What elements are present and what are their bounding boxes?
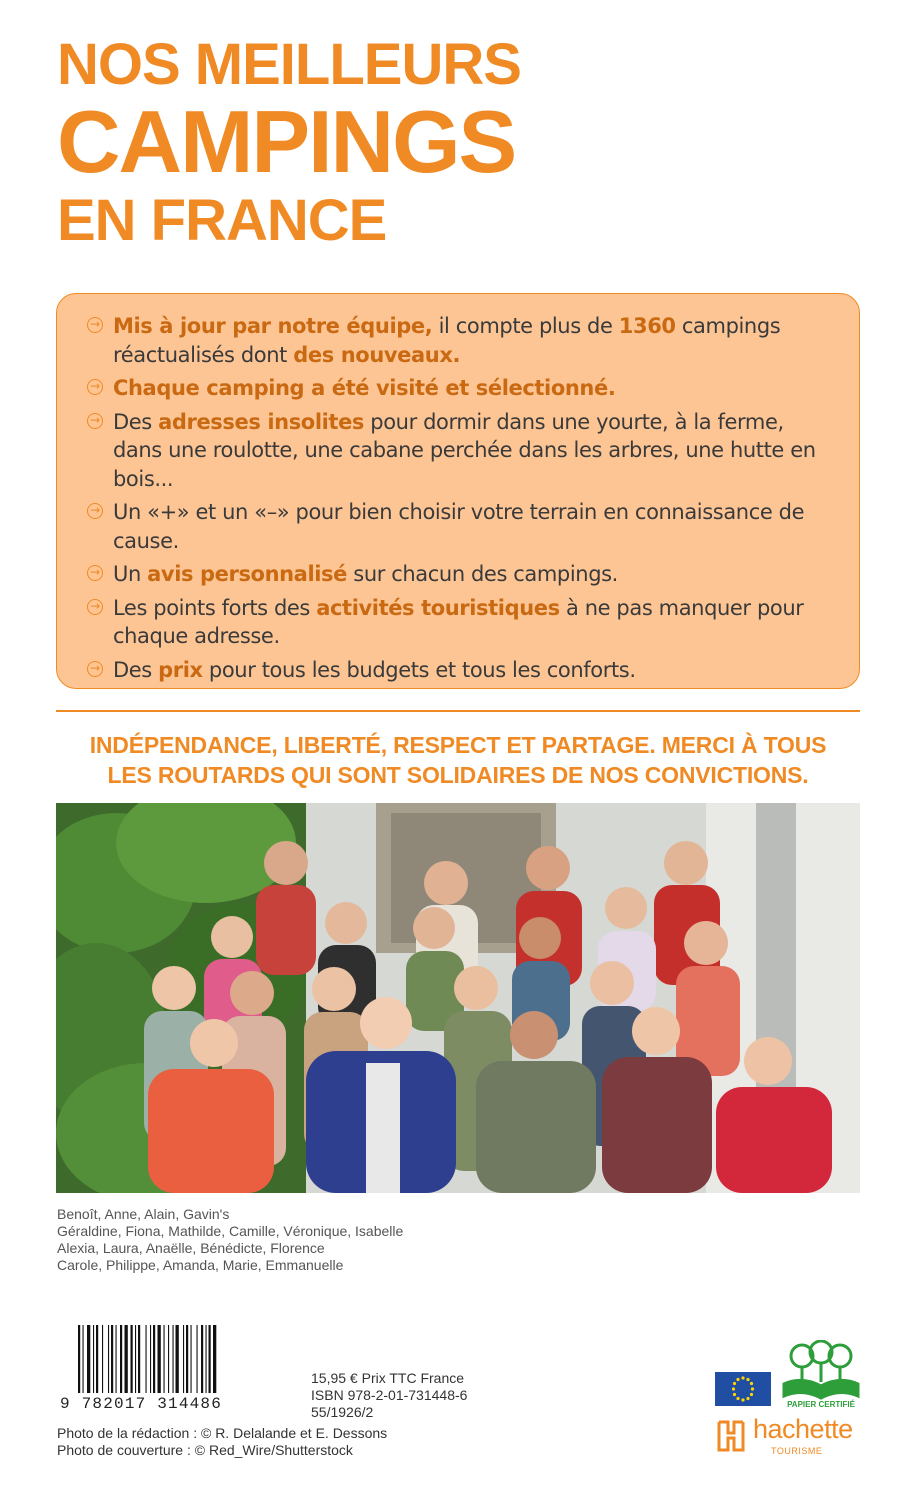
barcode-bar [158,1325,161,1393]
photo-caption [57,1206,403,1274]
barcode-bar [176,1325,179,1393]
price-line: 15,95 € Prix TTC France [311,1370,465,1386]
barcode-bar [183,1325,184,1393]
bullet-text: Les points forts des [113,595,317,620]
barcode-bar [209,1325,211,1393]
publisher-subtitle: TOURISME [771,1446,823,1456]
bullet-text: pour dormir dans une yourte, à la ferme, dans une roulotte, une cabane perchée dans les arbres, une hutte en bois... [113,409,816,491]
features-box [56,293,860,689]
circled-arrow-right-icon: → [87,565,103,581]
circled-arrow-right-icon: → [87,661,103,677]
caption-line: Carole, Philippe, Amanda, Marie, Emmanuelle [57,1257,344,1273]
title-line-1: NOS MEILLEURS [57,32,521,97]
bullet-text: à ne pas manquer pour chaque adresse. [113,595,804,648]
paper-certified-label: PAPIER CERTIFIÉ [787,1400,855,1409]
barcode-bar [78,1325,80,1393]
circled-arrow-right-icon: → [87,599,103,615]
eu-flag-icon [715,1372,771,1406]
bullet-highlight: Mis à jour par notre équipe, [113,314,433,338]
team-photo [56,803,860,1193]
barcode-bar [120,1325,122,1393]
barcode-bar [111,1325,113,1393]
barcode-bar [83,1325,84,1393]
feature-bullet [87,560,829,589]
barcode-digits: 9 782017 314486 [60,1395,223,1413]
barcode-bar [131,1325,133,1393]
bullet-text: Des [113,409,159,434]
feature-bullet [87,594,829,651]
barcode-bar [213,1325,216,1393]
reference-line: 55/1926/2 [311,1404,374,1420]
circled-arrow-right-icon: → [87,317,103,333]
motto-line-1: INDÉPENDANCE, LIBERTÉ, RESPECT ET PARTAGE. MERCI À TOUS [89,732,827,758]
barcode-bar [173,1325,174,1393]
barcode-bar [206,1325,207,1393]
barcode-bar [146,1325,147,1393]
title-line-2: CAMPINGS [57,92,516,191]
motto [56,730,860,790]
book-title [57,32,521,253]
bullet-text: sur chacun des campings. [347,562,618,586]
barcode-bar [150,1325,151,1393]
feature-bullet [87,498,829,555]
barcode-bar [191,1325,192,1393]
publisher-name: hachette [753,1414,853,1444]
barcode-bar [153,1325,155,1393]
photo-credits [57,1425,387,1459]
bullet-highlight: des nouveaux. [293,342,461,367]
barcode-bar [96,1325,98,1393]
bullet-highlight: adresses insolites [158,409,365,434]
bullet-text: Un [113,562,148,586]
feature-bullet [87,408,829,494]
barcode-bar [168,1325,169,1393]
bullet-text: Des [113,657,159,682]
caption-line: Benoît, Anne, Alain, Gavin's [57,1206,230,1222]
barcode-bar [138,1325,140,1393]
barcode-bar [87,1325,90,1393]
bullet-highlight: prix [158,657,203,682]
feature-bullet [87,374,829,403]
credit-line: Photo de la rédaction : © R. Delalande et E. Dessons [57,1425,388,1441]
barcode-bar [186,1325,188,1393]
barcode-bar [102,1325,103,1393]
circled-arrow-right-icon: → [87,503,103,519]
barcode-bar [108,1325,109,1393]
bullet-highlight: Chaque camping a été visité et sélectionné. [113,376,616,400]
barcode-bar [93,1325,94,1393]
barcode-bar [197,1325,198,1393]
circled-arrow-right-icon: → [87,413,103,429]
credit-line: Photo de couverture : © Red_Wire/Shutterstock [57,1442,353,1458]
price-block [311,1370,467,1421]
barcode-bar [201,1325,203,1393]
circled-arrow-right-icon: → [87,379,103,395]
bullet-highlight: 1360 [618,314,676,338]
barcode-bar [164,1325,165,1393]
barcode-bar [135,1325,136,1393]
barcode-bar [125,1325,128,1393]
certified-paper-icon [780,1340,862,1400]
barcode-bar [116,1325,117,1393]
bullet-text: Un «+» et un «–» pour bien choisir votre terrain en connaissance de cause. [113,500,805,553]
isbn-line: ISBN 978-2-01-731448-6 [311,1387,468,1403]
bullet-highlight: activités touristiques [316,595,560,620]
bullet-text: il compte plus de [432,314,619,338]
caption-line: Géraldine, Fiona, Mathilde, Camille, Véronique, Isabelle [57,1223,404,1239]
bullet-text: pour tous les budgets et tous les conforts. [202,657,636,682]
hachette-logo-icon [716,1420,746,1452]
motto-line-2: LES ROUTARDS QUI SONT SOLIDAIRES DE NOS CONVICTIONS. [107,762,809,788]
feature-bullet [87,312,829,369]
team-photo-illustration [56,803,860,1193]
title-line-3: EN FRANCE [57,188,387,253]
divider [56,710,860,712]
bullet-text: campings réactualisés dont [113,314,781,367]
caption-line: Alexia, Laura, Anaëlle, Bénédicte, Florence [57,1240,325,1256]
feature-bullet [87,656,829,685]
barcode [78,1325,263,1405]
bullet-highlight: avis personnalisé [147,562,347,586]
